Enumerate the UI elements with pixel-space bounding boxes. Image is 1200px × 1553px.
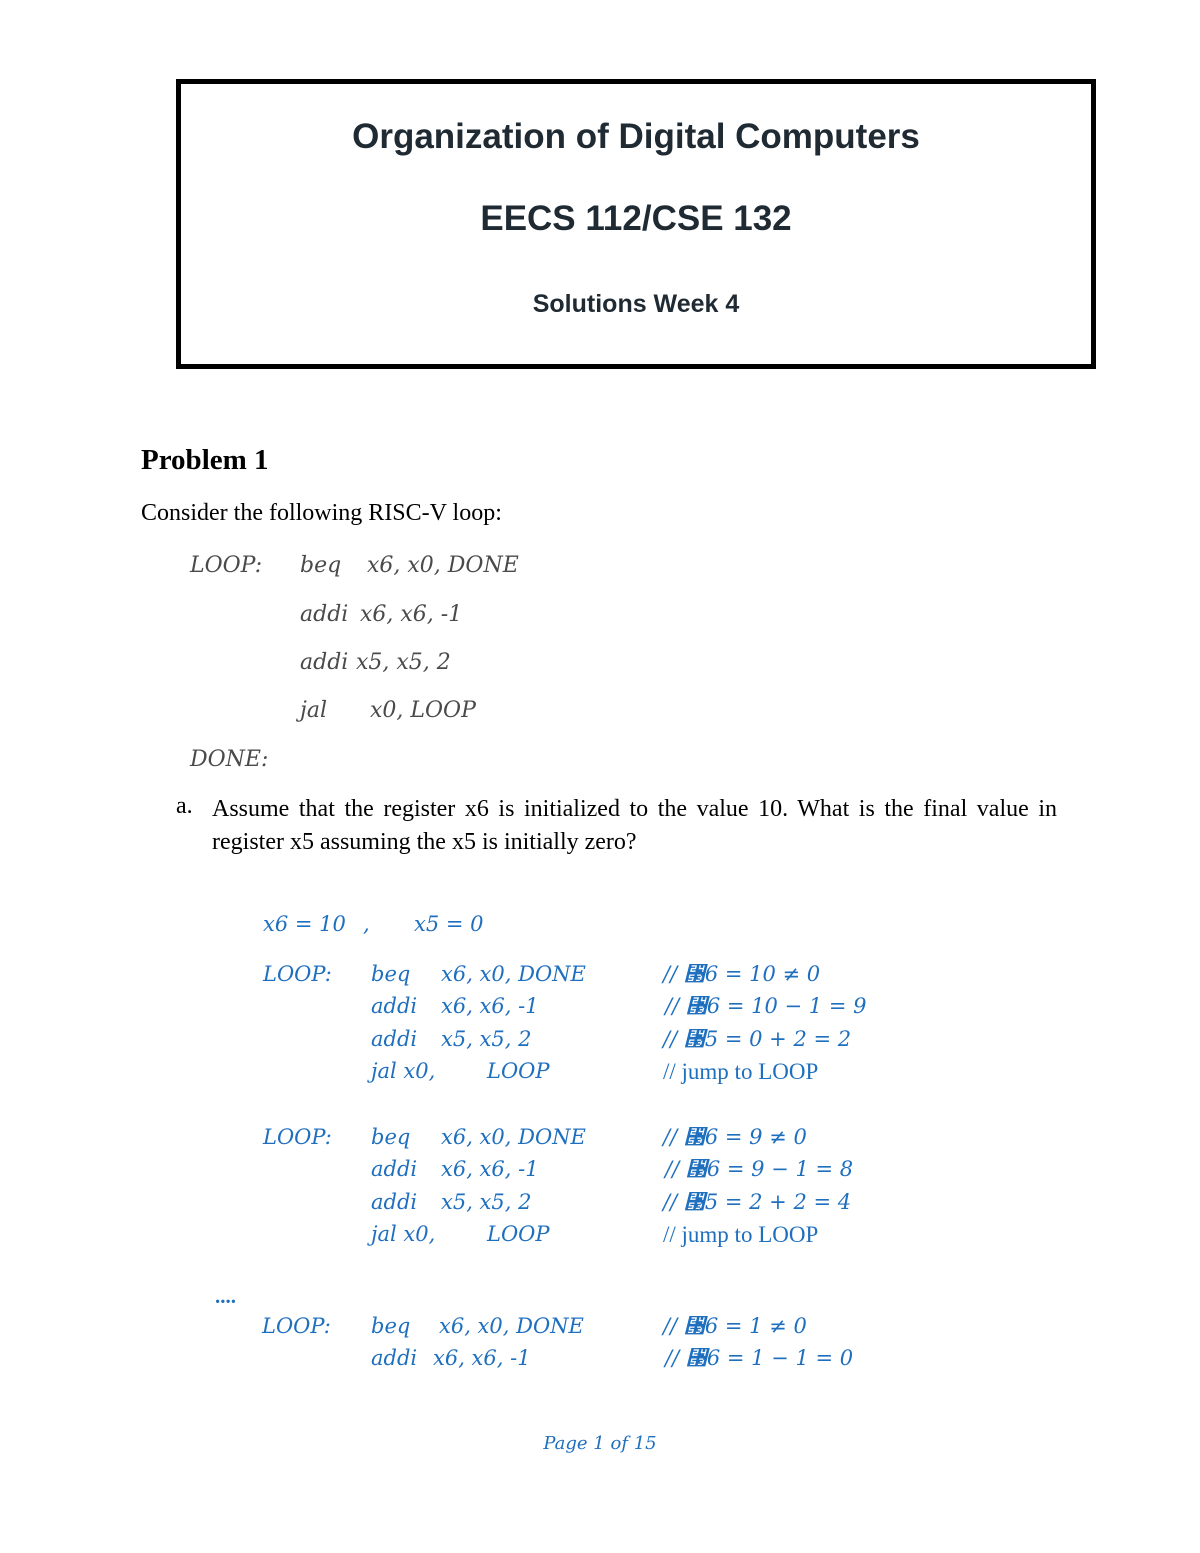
iteration-label: LOOP: [263,962,332,986]
trace-op: beq [371,1125,411,1149]
code-args: x0, LOOP [370,698,476,723]
trace-comment: // jump to LOOP [663,1059,819,1084]
question-marker: a. [176,793,193,819]
trace-args: x6, x6, -1 [441,994,539,1018]
code-op: beq [300,553,342,578]
code-op: addi [300,602,349,627]
solution-init-x5: x5 = 0 [414,912,484,936]
trace-op: beq [371,1314,411,1338]
trace-args: x6, x6, -1 [433,1346,531,1370]
code-op: jal [300,698,327,723]
trace-op: addi [371,1157,418,1181]
trace-args: x6, x0, DONE [439,1314,584,1338]
trace-args: x6, x0, DONE [441,962,586,986]
trace-args: x6, x0, DONE [441,1125,586,1149]
title-box [176,79,1096,369]
trace-args: LOOP [487,1222,550,1246]
trace-op: addi [371,1346,418,1370]
trace-comment: // jump to LOOP [663,1222,819,1247]
trace-comment: // ⑓6 = 10 ≠ 0 [663,962,821,986]
problem-heading: Problem 1 [141,444,269,476]
trace-comment: // ⑓5 = 0 + 2 = 2 [663,1027,852,1051]
trace-args: x5, x5, 2 [441,1027,532,1051]
trace-comment: // ⑓6 = 9 ≠ 0 [663,1125,807,1149]
course-code: EECS 112/CSE 132 [480,199,792,238]
trace-args: LOOP [487,1059,550,1083]
trace-op: beq [371,962,411,986]
solution-init-x6: x6 = 10 [263,912,346,936]
trace-args: x5, x5, 2 [441,1190,532,1214]
trace-op: jal x0, [371,1222,436,1246]
code-op: addi [300,650,349,675]
iteration-label: LOOP: [263,1125,332,1149]
solution-separator: , [363,912,370,936]
trace-op: addi [371,994,418,1018]
trace-comment: // ⑓6 = 1 ≠ 0 [663,1314,807,1338]
trace-comment: // ⑓6 = 1 − 1 = 0 [665,1346,854,1370]
document-title: Organization of Digital Computers [352,117,920,156]
question-text: Assume that the register x6 is initialized to the value 10. What is the final value in register x5 assuming the x5 is initially zero? [212,796,1057,855]
trace-ellipsis: .... [215,1284,236,1308]
trace-comment: // ⑓5 = 2 + 2 = 4 [663,1190,852,1214]
code-args: x6, x0, DONE [367,553,519,578]
code-label: DONE: [190,747,269,772]
trace-op: jal x0, [371,1059,436,1083]
trace-op: addi [371,1190,418,1214]
trace-comment: // ⑓6 = 9 − 1 = 8 [665,1157,854,1181]
code-args: x5, x5, 2 [356,650,451,675]
iteration-label: LOOP: [262,1314,331,1338]
code-label: LOOP: [190,553,263,578]
trace-op: addi [371,1027,418,1051]
document-subtitle: Solutions Week 4 [532,290,740,318]
trace-comment: // ⑓6 = 10 − 1 = 9 [665,994,867,1018]
problem-intro: Consider the following RISC-V loop: [141,500,502,526]
code-args: x6, x6, -1 [360,602,463,627]
trace-args: x6, x6, -1 [441,1157,539,1181]
page-number: Page 1 of 15 [543,1433,657,1454]
